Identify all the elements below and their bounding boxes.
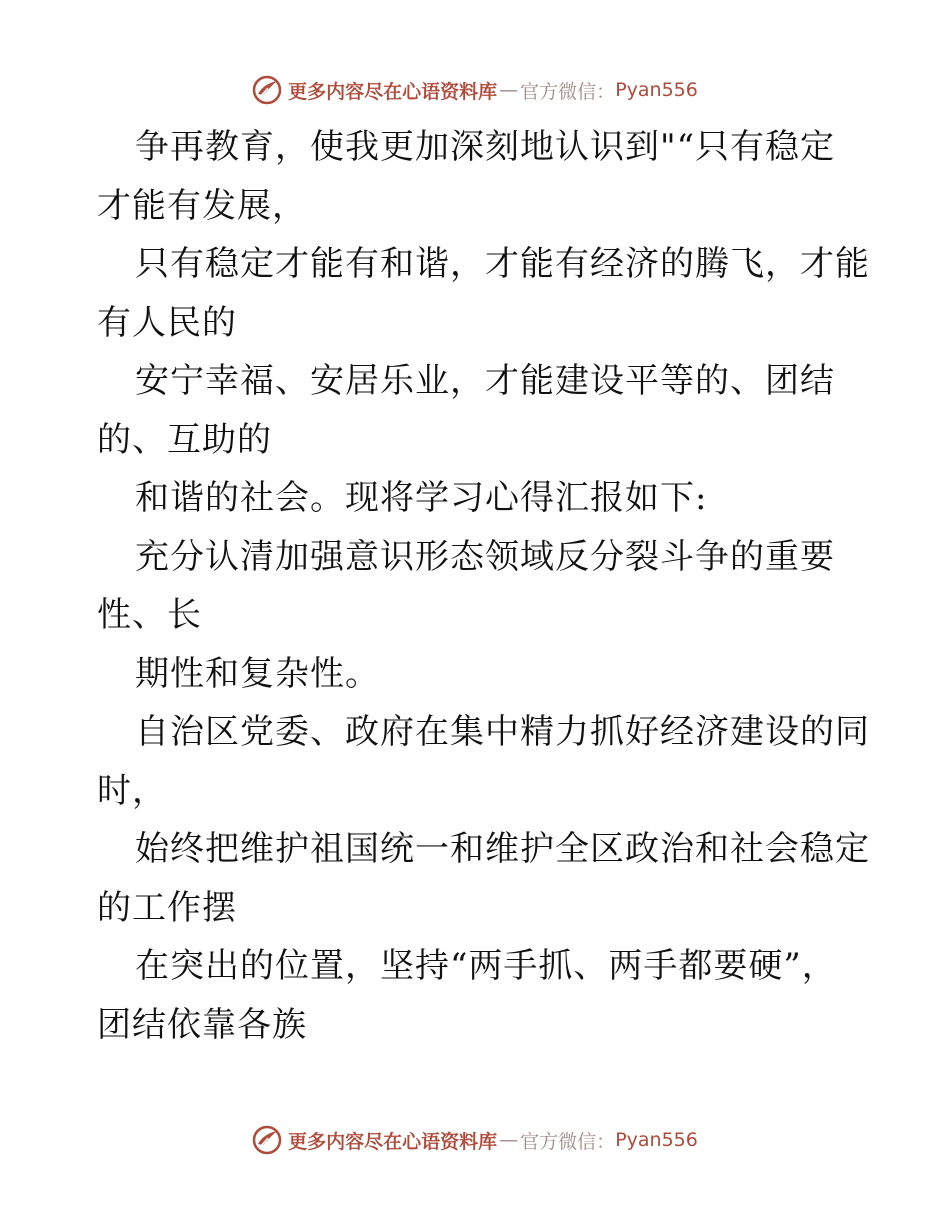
text-line: 和谐的社会。现将学习心得汇报如下: (135, 478, 708, 518)
text-line: 期性和复杂性。 (135, 653, 380, 694)
text-line: 性、长 (97, 595, 202, 635)
header-site-name: 更多内容尽在心语资料库 (288, 80, 498, 103)
text-line: 时， (97, 770, 167, 811)
text-line: 有人民的 (97, 302, 237, 343)
header-wechat-id: Pyan556 (615, 79, 698, 101)
text-line: 充分认清加强意识形态领域反分裂斗争的重要 (135, 536, 835, 577)
text-line: 团结依靠各族 (97, 1004, 307, 1045)
quill-logo-icon (252, 75, 282, 105)
header-banner (0, 70, 950, 110)
text-line: 争再教育，使我更加深刻地认识到"“只有稳定 (135, 127, 836, 167)
footer-dash: — (499, 1129, 519, 1151)
text-line: 自治区党委、政府在集中精力抓好经济建设的同 (135, 712, 870, 752)
header-wechat-label: 官方微信： (520, 80, 616, 103)
footer-wechat-id: Pyan556 (615, 1129, 698, 1151)
text-line: 才能有发展， (97, 185, 307, 226)
footer-site-name: 更多内容尽在心语资料库 (288, 1130, 498, 1153)
text-line: 只有稳定才能有和谐，才能有经济的腾飞，才能 (135, 244, 870, 284)
footer-wechat-label: 官方微信： (520, 1130, 616, 1153)
footer-banner (0, 1120, 950, 1160)
text-line: 安宁幸福、安居乐业，才能建设平等的、团结 (135, 361, 835, 401)
text-line: 的工作摆 (97, 887, 237, 928)
text-line: 始终把维护祖国统一和维护全区政治和社会稳定 (135, 829, 870, 869)
quill-logo-icon (252, 1125, 282, 1155)
text-line: 在突出的位置，坚持“两手抓、两手都要硬”， (135, 946, 837, 986)
header-dash: — (499, 79, 519, 101)
document-body (97, 118, 870, 1054)
text-line: 的、互助的 (97, 419, 272, 460)
